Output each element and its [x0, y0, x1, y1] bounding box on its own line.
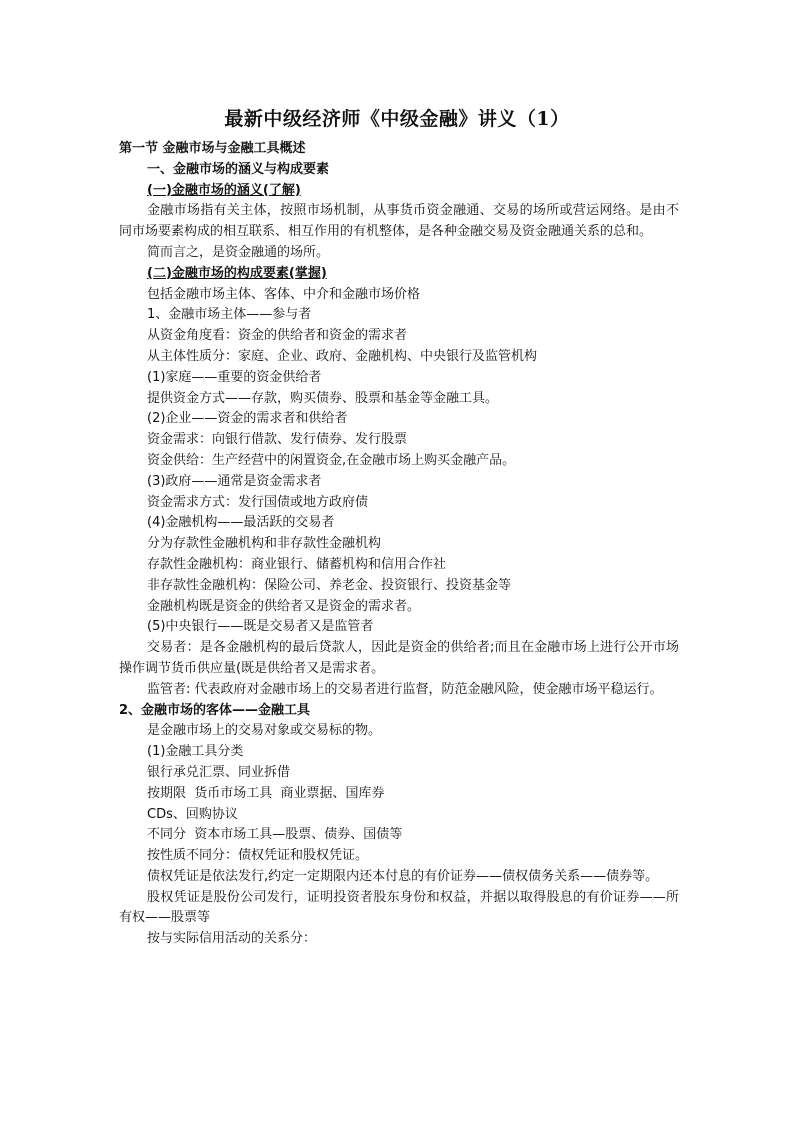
paragraph: 股权凭证是股份公司发行，证明投资者股东身份和权益，并据以取得股息的有价证券——所有权——股票等 [119, 889, 679, 926]
list-item: 分为存款性金融机构和非存款性金融机构 [147, 536, 382, 552]
list-item: 从资金角度看：资金的供给者和资金的需求者 [147, 328, 408, 344]
section-heading: 第一节 金融市场与金融工具概述 [119, 141, 306, 156]
document-body [119, 139, 679, 950]
paragraph: 监管者: 代表政府对金融市场上的交易者进行监督，防范金融风险，使金融市场平稳运行。 [147, 681, 663, 697]
list-item: 提供资金方式——存款，购买债券、股票和基金等金融工具。 [147, 390, 499, 406]
list-item: CDs、回购协议 [147, 806, 238, 822]
paragraph: 交易者：是各金融机构的最后贷款人，因此是资金的供给者;而且在金融市场上进行公开市场操作调节货币供应量(既是供给者又是需求者。 [119, 640, 679, 676]
list-item: (2)企业——资金的需求者和供给者 [147, 411, 348, 427]
list-item: 不同分 资本市场工具—股票、债券、国债等 [147, 827, 403, 843]
list-item: (1)家庭——重要的资金供给者 [147, 369, 322, 385]
list-item: 按性质不同分：债权凭证和股权凭证。 [147, 848, 369, 864]
list-item: 非存款性金融机构：保险公司、养老金、投资银行、投资基金等 [147, 577, 512, 593]
list-item: (4)金融机构——最活跃的交易者 [147, 515, 335, 531]
topic-heading: (二)金融市场的构成要素(掌握) [147, 265, 327, 281]
list-item: 资金需求：向银行借款、发行债券、发行股票 [147, 432, 408, 448]
list-item: 存款性金融机构：商业银行、储蓄机构和信用合作社 [147, 556, 447, 572]
topic-heading: (一)金融市场的涵义(了解) [147, 182, 301, 198]
list-item: 金融机构既是资金的供给者又是资金的需求者。 [147, 598, 421, 614]
section-heading: 2、金融市场的客体——金融工具 [119, 702, 311, 718]
paragraph: 包括金融市场主体、客体、中介和金融市场价格 [147, 286, 421, 302]
list-item: 按期限 货币市场工具 商业票据、国库券 [147, 785, 385, 801]
subsection-heading: 一、金融市场的涵义与构成要素 [147, 161, 330, 177]
paragraph: 是金融市场上的交易对象或交易标的物。 [147, 723, 382, 739]
list-item: 从主体性质分：家庭、企业、政府、金融机构、中央银行及监管机构 [147, 348, 538, 364]
paragraph: 简而言之，是资金融通的场所。 [147, 244, 330, 260]
list-item: (5)中央银行——既是交易者又是监管者 [147, 619, 374, 635]
list-item: (3)政府——通常是资金需求者 [147, 473, 322, 489]
document-title: 最新中级经济师《中级金融》讲义（1） [224, 108, 570, 130]
paragraph: 债权凭证是依法发行,约定一定期限内还本付息的有价证券——债权债务关系——债券等。 [147, 868, 659, 884]
list-item: 资金需求方式：发行国债或地方政府债 [147, 494, 369, 510]
paragraph: 金融市场指有关主体，按照市场机制，从事货币资金融通、交易的场所或营运网络。是由不同市场要素构成的相互联系、相互作用的有机整体，是各种金融交易及资金融通关系的总和。 [119, 203, 679, 240]
paragraph: 按与实际信用活动的关系分： [147, 931, 317, 947]
list-item: 银行承兑汇票、同业拆借 [147, 764, 291, 780]
list-item: (1)金融工具分类 [147, 744, 244, 760]
list-item: 1、金融市场主体——参与者 [147, 307, 312, 323]
list-item: 资金供给：生产经营中的闲置资金,在金融市场上购买金融产品。 [147, 452, 516, 468]
